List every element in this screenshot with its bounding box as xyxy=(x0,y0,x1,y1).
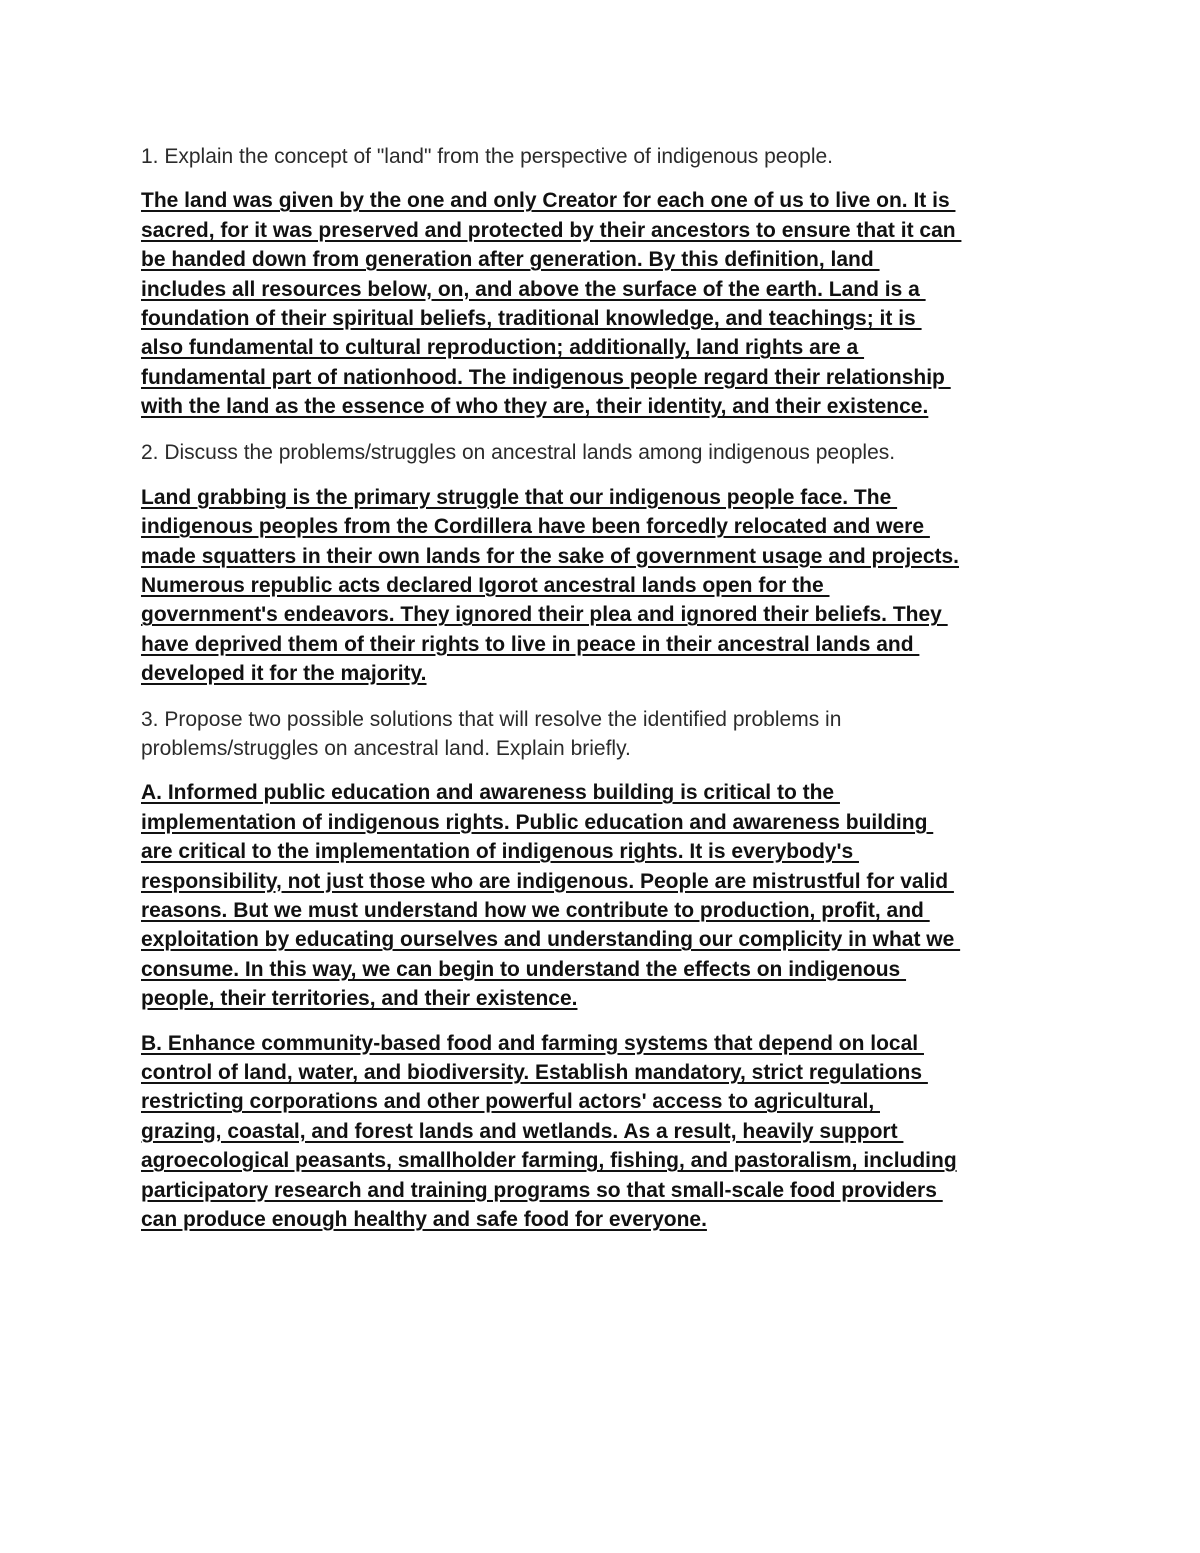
answer-3-b-line: restricting corporations and other powerful actors' access to agricultural, xyxy=(141,1090,880,1114)
document-page xyxy=(141,142,1071,1234)
answer-1-line: sacred, for it was preserved and protected by their ancestors to ensure that it can xyxy=(141,218,962,242)
answer-1-line: be handed down from generation after generation. By this definition, land xyxy=(141,248,880,272)
question-3-line: problems/struggles on ancestral land. Explain briefly. xyxy=(141,737,631,761)
question-1-line: 1. Explain the concept of "land" from the perspective of indigenous people. xyxy=(141,145,834,168)
question-2-line: 2. Discuss the problems/struggles on ancestral lands among indigenous peoples. xyxy=(141,440,896,464)
answer-2-line: developed it for the majority. xyxy=(141,662,427,686)
answer-2-line: have deprived them of their rights to live in peace in their ancestral lands and xyxy=(141,632,920,656)
answer-3-a-line: are critical to the implementation of indigenous rights. It is everybody's xyxy=(141,840,859,864)
answer-2-line: Numerous republic acts declared Igorot ancestral lands open for the xyxy=(141,574,830,598)
answer-3-a-line: responsibility, not just those who are indigenous. People are mistrustful for valid xyxy=(141,869,954,893)
answer-1-line: The land was given by the one and only Creator for each one of us to live on. It is xyxy=(141,189,956,213)
question-2 xyxy=(141,438,1071,467)
answer-3-b-line: B. Enhance community-based food and farming systems that depend on local xyxy=(141,1031,924,1055)
answer-3-a-line: implementation of indigenous rights. Public education and awareness building xyxy=(141,810,934,834)
answer-3-b xyxy=(141,1029,1071,1235)
question-3 xyxy=(141,705,1071,764)
answer-1 xyxy=(141,186,1071,421)
answer-3-b-line: can produce enough healthy and safe food for everyone. xyxy=(141,1207,707,1231)
answer-3-b-line: participatory research and training programs so that small-scale food providers xyxy=(141,1178,943,1202)
answer-1-line: includes all resources below, on, and above the surface of the earth. Land is a xyxy=(141,277,926,301)
answer-2-line: government's endeavors. They ignored their plea and ignored their beliefs. They xyxy=(141,603,948,627)
question-1 xyxy=(141,142,1071,171)
answer-3-a-line: exploitation by educating ourselves and understanding our complicity in what we xyxy=(141,928,961,952)
answer-3-a-line: reasons. But we must understand how we contribute to production, profit, and xyxy=(141,898,930,922)
answer-3-a xyxy=(141,778,1071,1013)
answer-3-b-line: agroecological peasants, smallholder farming, fishing, and pastoralism, including xyxy=(141,1149,957,1173)
answer-3-a-line: people, their territories, and their existence. xyxy=(141,987,578,1011)
answer-2 xyxy=(141,483,1071,689)
answer-3-b-line: control of land, water, and biodiversity. Establish mandatory, strict regulations xyxy=(141,1060,928,1084)
answer-2-line: indigenous peoples from the Cordillera have been forcedly relocated and were xyxy=(141,515,930,539)
answer-2-line: Land grabbing is the primary struggle that our indigenous people face. The xyxy=(141,485,898,509)
answer-1-line: fundamental part of nationhood. The indigenous people regard their relationship xyxy=(141,365,951,389)
answer-2-line: made squatters in their own lands for the sake of government usage and projects. xyxy=(141,544,960,568)
answer-3-b-line: grazing, coastal, and forest lands and wetlands. As a result, heavily support xyxy=(141,1119,904,1143)
question-3-line: 3. Propose two possible solutions that will resolve the identified problems in xyxy=(141,707,842,731)
answer-1-line: with the land as the essence of who they are, their identity, and their existence. xyxy=(141,395,929,419)
answer-3-a-line: A. Informed public education and awareness building is critical to the xyxy=(141,781,840,805)
answer-3-a-line: consume. In this way, we can begin to understand the effects on indigenous xyxy=(141,957,907,981)
answer-1-line: foundation of their spiritual beliefs, traditional knowledge, and teachings; it is xyxy=(141,306,922,330)
answer-1-line: also fundamental to cultural reproduction; additionally, land rights are a xyxy=(141,336,865,360)
